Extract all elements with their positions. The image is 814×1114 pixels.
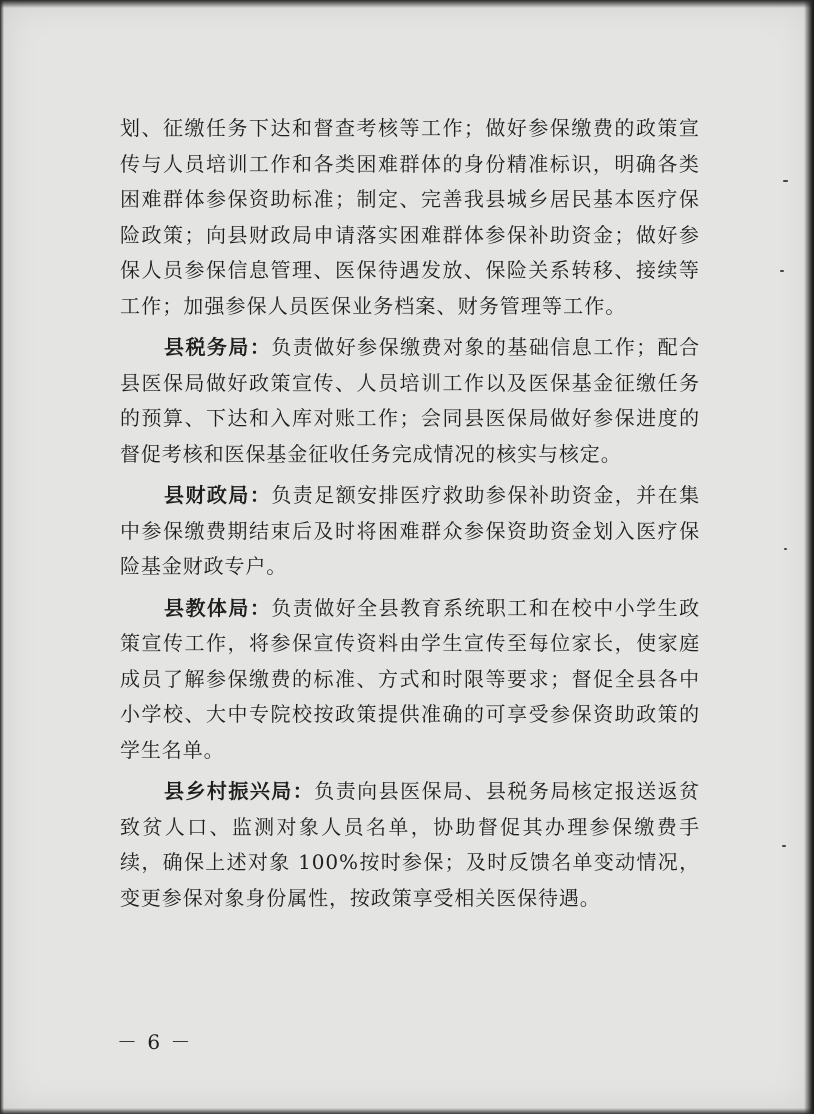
section-text-finance-bureau: 负责足额安排医疗救助参保补助资金，并在集中参保缴费期结束后及时将困难群众参保资助资金划入医疗保险基金财政专户。	[120, 483, 700, 578]
scan-speck	[782, 845, 786, 847]
scan-speck	[783, 180, 788, 182]
opening-paragraph: 划、征缴任务下达和督查考核等工作；做好参保缴费的政策宣传与人员培训工作和各类困难群体的身份精准标识，明确各类困难群体参保资助标准；制定、完善我县城乡居民基本医疗保险政策；向县财政局申请落实困难群体参保补助资金；做好参保人员参保信息管理、医保待遇发放、保险关系转移、接续等工作；加强参保人员医保业务档案、财务管理等工作。	[120, 116, 700, 318]
section-paragraph-education-bureau	[120, 591, 700, 769]
document-body	[120, 111, 700, 916]
section-text-education-bureau: 负责做好全县教育系统职工和在校中小学生政策宣传工作，将参保宣传资料由学生宣传至每位家长，使家庭成员了解参保缴费的标准、方式和时限等要求；督促全县各中小学校、大中专院校按政策提供准确的可享受参保资助政策的学生名单。	[120, 595, 700, 762]
scan-edge-top	[0, 0, 814, 8]
scan-edge-right	[804, 0, 814, 1114]
section-paragraph-rural-revitalization-bureau	[120, 774, 700, 916]
section-paragraph-tax-bureau	[120, 330, 700, 472]
scan-speck	[780, 270, 784, 272]
section-text-tax-bureau: 负责做好参保缴费对象的基础信息工作；配合县医保局做好政策宣传、人员培训工作以及医保基金征缴任务的预算、下达和入库对账工作；会同县医保局做好参保进度的督促考核和医保基金征收任务完成情况的核实与核定。	[120, 335, 700, 466]
scan-speck	[784, 548, 787, 550]
section-paragraph-finance-bureau	[120, 478, 700, 585]
section-lead-education-bureau: 县教体局：	[164, 595, 272, 620]
scan-edge-bottom	[0, 1108, 814, 1114]
section-lead-rural-revitalization-bureau: 县乡村振兴局：	[164, 779, 315, 803]
page-number: － 6 －	[117, 1030, 193, 1054]
scan-edge-left	[0, 0, 4, 1114]
section-lead-finance-bureau: 县财政局：	[164, 483, 272, 507]
section-lead-tax-bureau: 县税务局：	[164, 335, 272, 359]
section-text-rural-revitalization-bureau: 负责向县医保局、县税务局核定报送返贫致贫人口、监测对象人员名单，协助督促其办理参保缴费手续，确保上述对象 100%按时参保；及时反馈名单变动情况，变更参保对象身份属性，按政策享受相关医保待遇。	[120, 779, 700, 910]
